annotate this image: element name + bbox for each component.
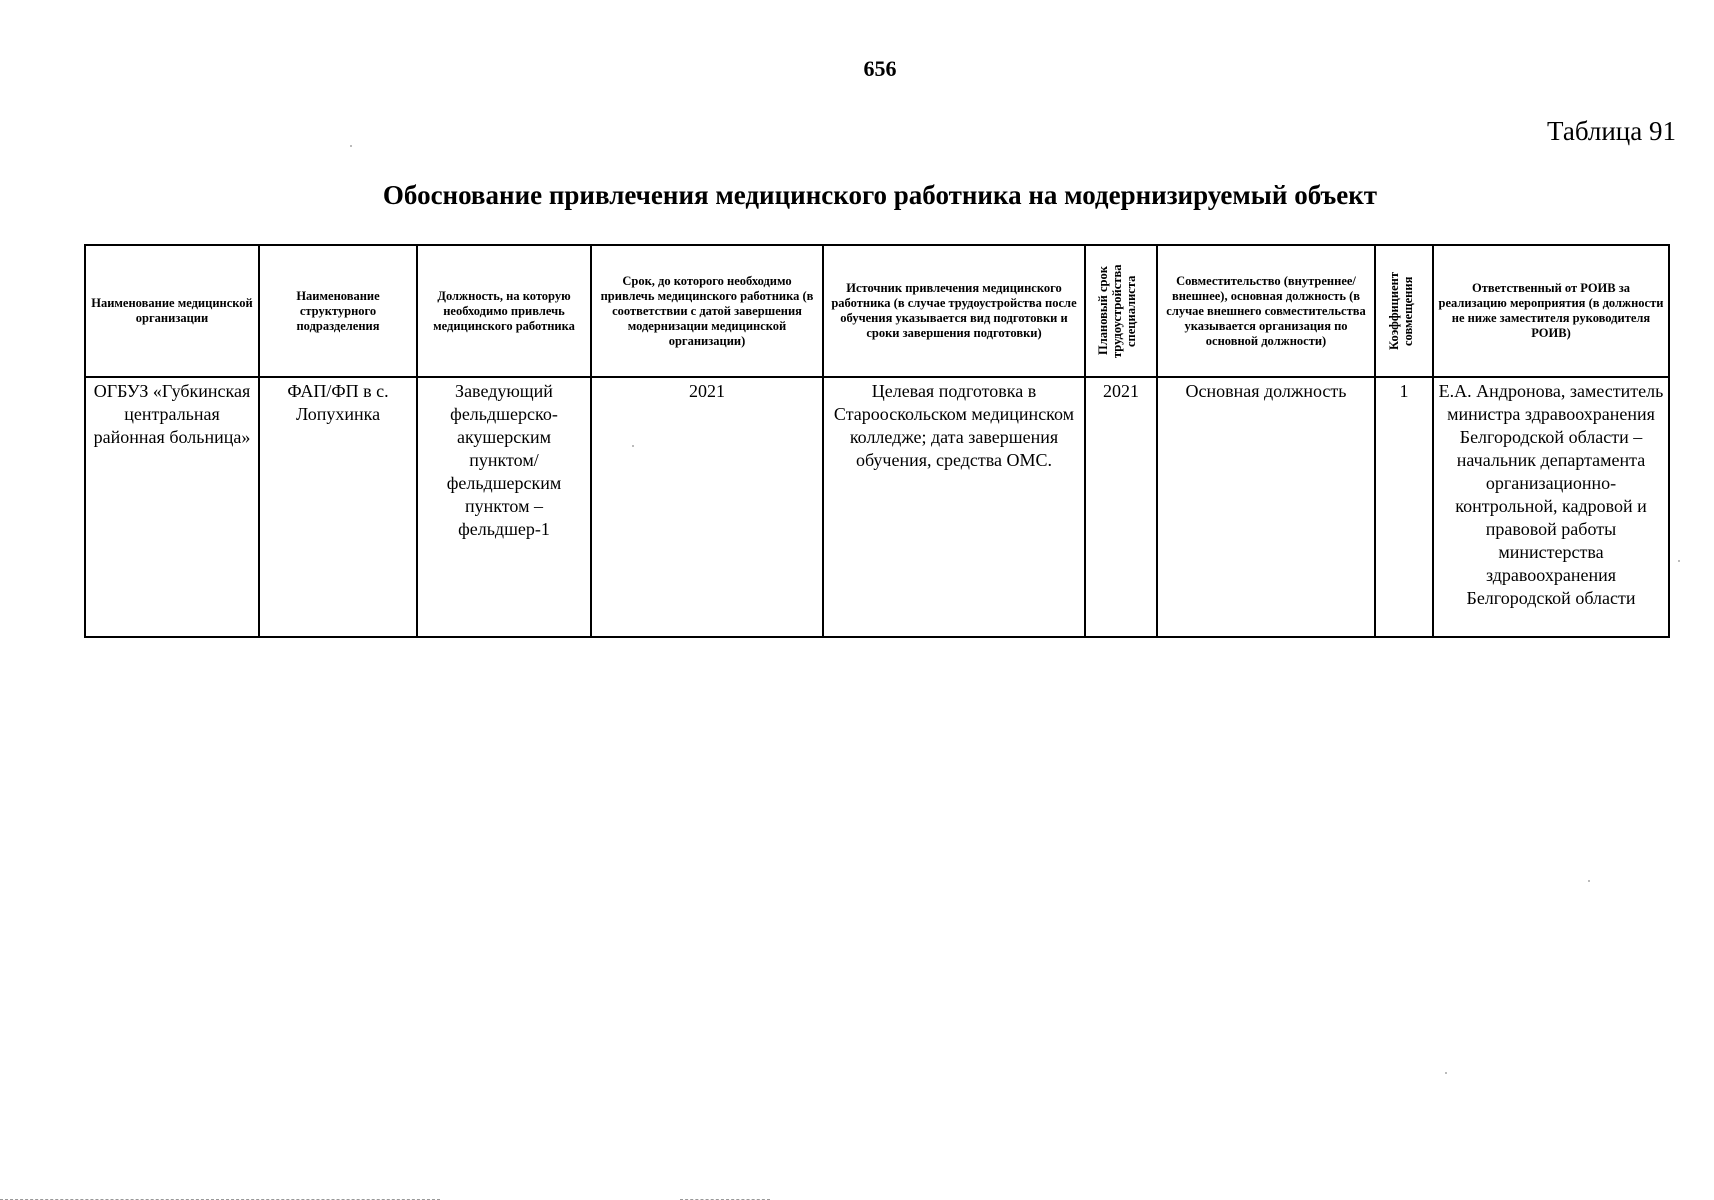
document-title: Обоснование привлечения медицинского работника на модернизируемый объект [382,180,1378,210]
cell-combination: Основная должность [1157,377,1375,637]
page-number: 656 [863,56,897,81]
justification-table [84,244,1670,638]
scan-artifact-dot [350,145,352,147]
cell-subdivision: ФАП/ФП в с. Лопухинка [259,377,417,637]
header-organization: Наименование медицинской организации [85,245,259,377]
header-combination: Совместительство (внутреннее/ внешнее), основная должность (в случае внешнего совместительства указывается организация по основной должности) [1157,245,1375,377]
cell-planned-hire-date: 2021 [1085,377,1157,637]
header-source: Источник привлечения медицинского работника (в случае трудоустройства после обучения указывается вид подготовки и сроки завершения подготовки) [823,245,1085,377]
scan-artifact-dot [632,445,634,447]
cell-responsible: Е.А. Андронова, заместитель министра здравоохранения Белгородской области – начальник департамента организационно-контрольной, кадровой и правовой работы министерства здравоохранения Белгородской области [1433,377,1669,637]
scan-artifact-dot [1445,1072,1447,1074]
header-planned-hire-date [1085,245,1157,377]
table-label: Таблица 91 [1547,116,1676,146]
scan-artifact-dot [1678,560,1680,562]
header-deadline: Срок, до которого необходимо привлечь медицинского работника (в соответствии с датой завершения модернизации медицинской организации) [591,245,823,377]
table-row [85,377,1669,637]
header-coefficient-text: Коэффициент совмещения [1387,272,1415,350]
cell-organization: ОГБУЗ «Губкинская центральная районная больница» [85,377,259,637]
scan-artifact-dot [1588,880,1590,882]
header-position: Должность, на которую необходимо привлечь медицинского работника [417,245,591,377]
cell-coefficient: 1 [1375,377,1433,637]
cell-source: Целевая подготовка в Старооскольском медицинском колледже; дата завершения обучения, средства ОМС. [823,377,1085,637]
header-responsible: Ответственный от РОИВ за реализацию мероприятия (в должности не ниже заместителя руководителя РОИВ) [1433,245,1669,377]
table-header-row [85,245,1669,377]
header-coefficient [1375,245,1433,377]
cell-deadline: 2021 [591,377,823,637]
cell-position: Заведующий фельдшерско-акушерским пунктом/фельдшерским пунктом – фельдшер-1 [417,377,591,637]
header-subdivision: Наименование структурного подразделения [259,245,417,377]
header-planned-hire-date-text: Плановый срок трудоустройства специалиста [1096,264,1138,358]
